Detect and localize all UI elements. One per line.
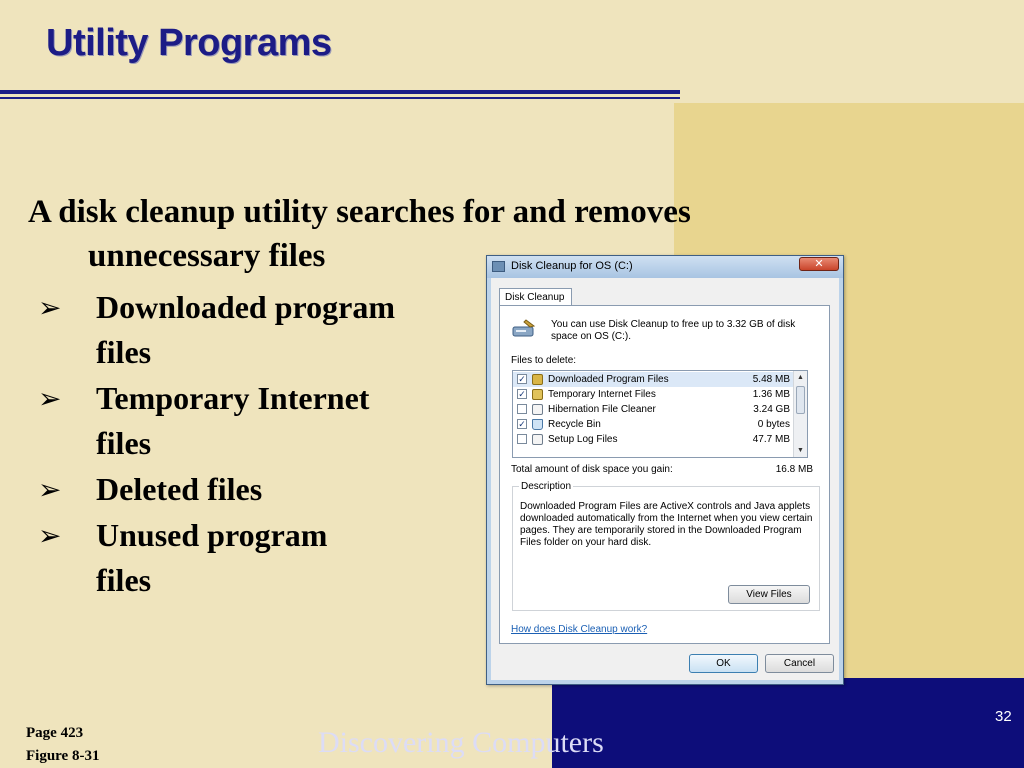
document-icon bbox=[532, 434, 543, 445]
dialog-body bbox=[491, 278, 839, 680]
bullet-item bbox=[38, 467, 458, 512]
title-rule bbox=[0, 90, 680, 94]
file-size: 1.36 MB bbox=[752, 389, 790, 400]
list-item[interactable] bbox=[513, 432, 794, 447]
folder-icon bbox=[532, 374, 543, 385]
file-size: 3.24 GB bbox=[753, 404, 790, 415]
total-space-value: 16.8 MB bbox=[775, 464, 813, 475]
page-reference bbox=[26, 722, 99, 768]
list-item[interactable] bbox=[513, 417, 794, 432]
footer-title: Discovering Computers bbox=[318, 726, 604, 759]
bullet-text: Downloaded program bbox=[96, 289, 395, 325]
disk-cleanup-icon bbox=[512, 318, 536, 338]
description-group bbox=[512, 481, 820, 611]
file-name: Recycle Bin bbox=[548, 419, 601, 430]
dialog-title: Disk Cleanup for OS (C:) bbox=[511, 260, 633, 272]
bullet-list bbox=[38, 285, 458, 604]
bullet-item bbox=[38, 285, 458, 375]
file-name: Temporary Internet Files bbox=[548, 389, 656, 400]
file-checkbox[interactable] bbox=[517, 389, 527, 399]
close-button[interactable] bbox=[799, 257, 839, 271]
files-to-delete-label: Files to delete: bbox=[511, 355, 577, 366]
bullet-text-cont: files bbox=[96, 334, 152, 370]
view-files-button[interactable]: View Files bbox=[728, 585, 810, 604]
description-label: Description bbox=[521, 481, 572, 492]
list-scrollbar[interactable] bbox=[793, 371, 807, 457]
file-name: Setup Log Files bbox=[548, 434, 618, 445]
list-item[interactable] bbox=[513, 387, 794, 402]
cancel-button[interactable]: Cancel bbox=[765, 654, 834, 673]
disk-cleanup-dialog bbox=[486, 255, 844, 685]
file-checkbox[interactable] bbox=[517, 404, 527, 414]
bullet-text: Temporary Internet bbox=[96, 380, 370, 416]
footer-band bbox=[552, 678, 1024, 768]
document-icon bbox=[532, 404, 543, 415]
slide-number: 32 bbox=[995, 708, 1012, 725]
title-rule-thin bbox=[0, 97, 680, 99]
tab-disk-cleanup[interactable]: Disk Cleanup bbox=[499, 288, 572, 306]
dialog-titlebar[interactable] bbox=[487, 256, 843, 278]
arrow-bullet-icon: ➢ bbox=[38, 382, 62, 415]
figure-ref: Figure 8-31 bbox=[26, 748, 100, 764]
recycle-bin-icon bbox=[532, 419, 543, 430]
intro-message: You can use Disk Cleanup to free up to 3.32 GB of disk space on OS (C:). bbox=[551, 319, 796, 342]
close-icon: ✕ bbox=[814, 258, 824, 270]
arrow-bullet-icon: ➢ bbox=[38, 519, 62, 552]
scroll-down-icon[interactable]: ▼ bbox=[797, 447, 804, 454]
bullet-text-cont: files bbox=[96, 425, 152, 461]
arrow-bullet-icon: ➢ bbox=[38, 473, 62, 506]
bullet-item bbox=[38, 376, 458, 466]
bullet-text-cont: files bbox=[96, 562, 152, 598]
file-name: Downloaded Program Files bbox=[548, 374, 669, 385]
bullet-item bbox=[38, 513, 458, 603]
list-item[interactable] bbox=[513, 372, 794, 387]
scrollbar-thumb[interactable] bbox=[796, 386, 805, 414]
bullet-text: Deleted files bbox=[96, 471, 263, 507]
list-item[interactable] bbox=[513, 402, 794, 417]
file-checkbox[interactable] bbox=[517, 419, 527, 429]
checkmark-icon: ✓ bbox=[518, 374, 526, 384]
checkmark-icon: ✓ bbox=[518, 389, 526, 399]
total-space-label: Total amount of disk space you gain: bbox=[511, 464, 673, 475]
scroll-up-icon[interactable]: ▲ bbox=[797, 374, 804, 381]
file-size: 47.7 MB bbox=[752, 434, 790, 445]
files-listbox[interactable] bbox=[512, 370, 808, 458]
file-checkbox[interactable] bbox=[517, 374, 527, 384]
tab-panel bbox=[499, 305, 830, 644]
checkmark-icon: ✓ bbox=[518, 419, 526, 429]
slide-title: Utility Programs bbox=[46, 22, 332, 64]
ok-button[interactable]: OK bbox=[689, 654, 758, 673]
disk-cleanup-app-icon bbox=[492, 261, 505, 272]
arrow-bullet-icon: ➢ bbox=[38, 291, 62, 324]
help-link[interactable]: How does Disk Cleanup work? bbox=[511, 624, 648, 635]
file-size: 5.48 MB bbox=[752, 374, 790, 385]
bullet-text: Unused program bbox=[96, 517, 328, 553]
file-checkbox[interactable] bbox=[517, 434, 527, 444]
file-size: 0 bytes bbox=[757, 419, 790, 430]
lock-icon bbox=[532, 389, 543, 400]
intro-line-1: A disk cleanup utility searches for and removes bbox=[28, 194, 691, 230]
file-name: Hibernation File Cleaner bbox=[548, 404, 656, 415]
description-text: Downloaded Program Files are ActiveX controls and Java applets downloaded automatically from the Internet when you view certain pages. They are temporarily stored in the Downloaded Program Files folder on your hard disk. bbox=[520, 501, 813, 548]
page-number-ref: Page 423 bbox=[26, 725, 84, 741]
intro-line-2: unnecessary files bbox=[88, 238, 326, 274]
